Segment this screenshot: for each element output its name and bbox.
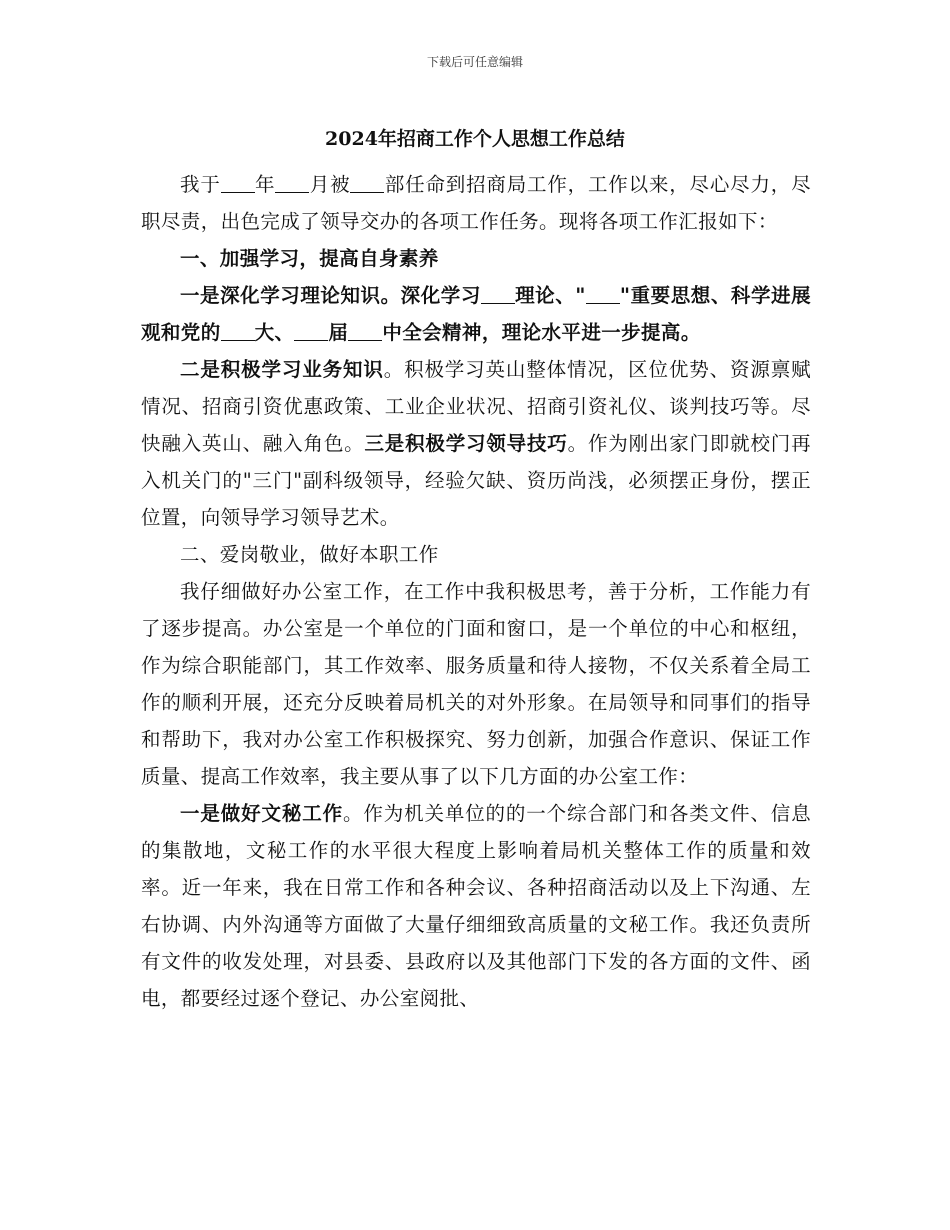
document-body <box>141 166 811 1017</box>
study-business-paragraph: 二是积极学习业务知识。积极学习英山整体情况，区位优势、资源禀赋情况、招商引资优惠政策、工业企业状况、招商引资礼仪、谈判技巧等。尽快融入英山、融入角色。三是积极学习领导技巧。作为刚出家门即就校门再入机关门的"三门"副科级领导，经验欠缺、资历尚浅，必须摆正身份，摆正位置，向领导学习领导艺术。 <box>141 358 811 529</box>
blank-line <box>348 321 382 342</box>
page-header-note: 下载后可任意编辑 <box>426 55 523 69</box>
section-heading-2: 二、爱岗敬业，做好本职工作 <box>180 543 439 566</box>
secretarial-work-paragraph: 一是做好文秘工作。作为机关单位的的一个综合部门和各类文件、信息的集散地，文秘工作的水平很大程度上影响着局机关整体工作的质量和效率。近一年来，我在日常工作和各种会议、各种招商活动以及上下沟通、左右协调、内外沟通等方面做了大量仔细细致高质量的文秘工作。我还负责所有文件的收发处理，对县委、县政府以及其他部门下发的各方面的文件、函电，都要经过逐个登记、办公室阅批、 <box>141 802 812 1010</box>
intro-paragraph: 我于 年 月被 部任命到招商局工作，工作以来，尽心尽力，尽职尽责，出色完成了领导交办的各项工作任务。现将各项工作汇报如下： <box>141 173 811 233</box>
office-work-paragraph: 我仔细做好办公室工作，在工作中我积极思考，善于分析，工作能力有了逐步提高。办公室是一个单位的门面和窗口，是一个单位的中心和枢纽，作为综合职能部门，其工作效率、服务质量和待人接物，不仅关系着全局工作的顺利开展，还充分反映着局机关的对外形象。在局领导和同事们的指导和帮助下，我对办公室工作积极探究、努力创新，加强合作意识、保证工作质量、提高工作效率，我主要从事了以下几方面的办公室工作： <box>141 580 811 788</box>
blank-line <box>221 321 255 342</box>
blank-line <box>275 173 309 194</box>
blank-line <box>350 173 384 194</box>
section-heading-1: 一、加强学习，提高自身素养 <box>180 247 439 270</box>
blank-line <box>481 284 515 305</box>
document-title: 2024年招商工作个人思想工作总结 <box>325 128 625 150</box>
blank-line <box>294 321 328 342</box>
study-theory-paragraph: 一是深化学习理论知识。深化学习 理论、" "重要思想、科学进展观和党的 大、 届 中全会精神，理论水平进一步提高。 <box>141 284 811 344</box>
blank-line <box>586 284 620 305</box>
blank-line <box>221 173 255 194</box>
